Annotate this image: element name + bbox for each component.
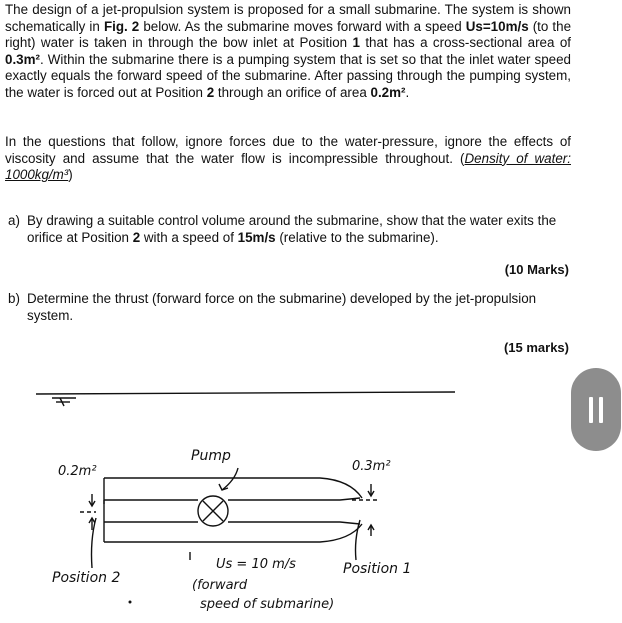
exit-speed: 15m/s: [237, 229, 276, 245]
intro-text: below. As the submarine moves forward with a speed: [139, 18, 466, 34]
question-a-label: a): [8, 213, 20, 228]
pump-label: Pump: [191, 448, 231, 464]
position-1-pointer: [356, 520, 361, 560]
question-a-text: with a speed of: [140, 229, 238, 245]
question-b-marks: (15 marks): [503, 340, 569, 355]
speed-note: Us = 10 m/s: [216, 557, 296, 572]
outlet-area: 0.2m²: [370, 84, 406, 100]
position-2-dot: [129, 601, 131, 603]
question-b-label: b): [8, 291, 20, 306]
water-surface-line: [36, 392, 455, 394]
inlet-area-label: 0.3m²: [352, 459, 391, 474]
inlet-area: 0.3m²: [5, 51, 40, 67]
position-1-label: Position 1: [343, 561, 412, 577]
pump-pointer: [222, 468, 238, 490]
position-1-ref: 1: [352, 35, 360, 51]
question-b-text: Determine the thrust (forward force on the submarine) developed by the jet-propulsion system.: [27, 291, 537, 323]
water-density: Density of water: 1000kg/m³: [5, 150, 571, 183]
channel-lower-wall: [104, 522, 360, 524]
submarine-speed: Us=10m/s: [465, 18, 529, 34]
question-a-position: 2: [132, 229, 141, 245]
question-a-marks: (10 Marks): [504, 262, 569, 277]
question-a-text: By drawing a suitable control volume around the submarine, show that the water exits the orifice at Position: [27, 213, 557, 245]
hull-bottom: [104, 524, 362, 542]
intro-text: .: [405, 84, 410, 100]
hull-top: [104, 478, 362, 498]
outlet-area-label: 0.2m²: [58, 464, 97, 479]
intro-text: (to the right) water is taken in through the bow inlet at Position: [5, 18, 572, 51]
intro-text: that has a cross-sectional area of: [359, 35, 571, 51]
intro-text: through an orifice of area: [214, 84, 371, 100]
assumptions-text: In the questions that follow, ignore forces due to the water-pressure, ignore the effects of viscosity and assume that the water flow is incompressible throughout. (: [5, 134, 571, 166]
forward-note-line-1: (forward: [192, 578, 248, 593]
figure-reference: Fig. 2: [103, 18, 140, 34]
position-2-label: Position 2: [52, 570, 121, 586]
question-a-text: (relative to the submarine).: [275, 229, 439, 245]
channel-upper-wall: [104, 498, 360, 500]
assumptions-close: ): [68, 167, 73, 183]
position-2-ref: 2: [206, 84, 215, 100]
forward-note-line-2: speed of submarine): [200, 597, 335, 612]
intro-text: The design of a jet-propulsion system is proposed for a small submarine. The system is shown schematically in: [5, 2, 571, 34]
intro-text: . Within the submarine there is a pumping system that is set so that the inlet water speed exactly equals the forward speed of the submarine. After passing through the pumping system, the water is forced out at Position: [5, 51, 571, 100]
